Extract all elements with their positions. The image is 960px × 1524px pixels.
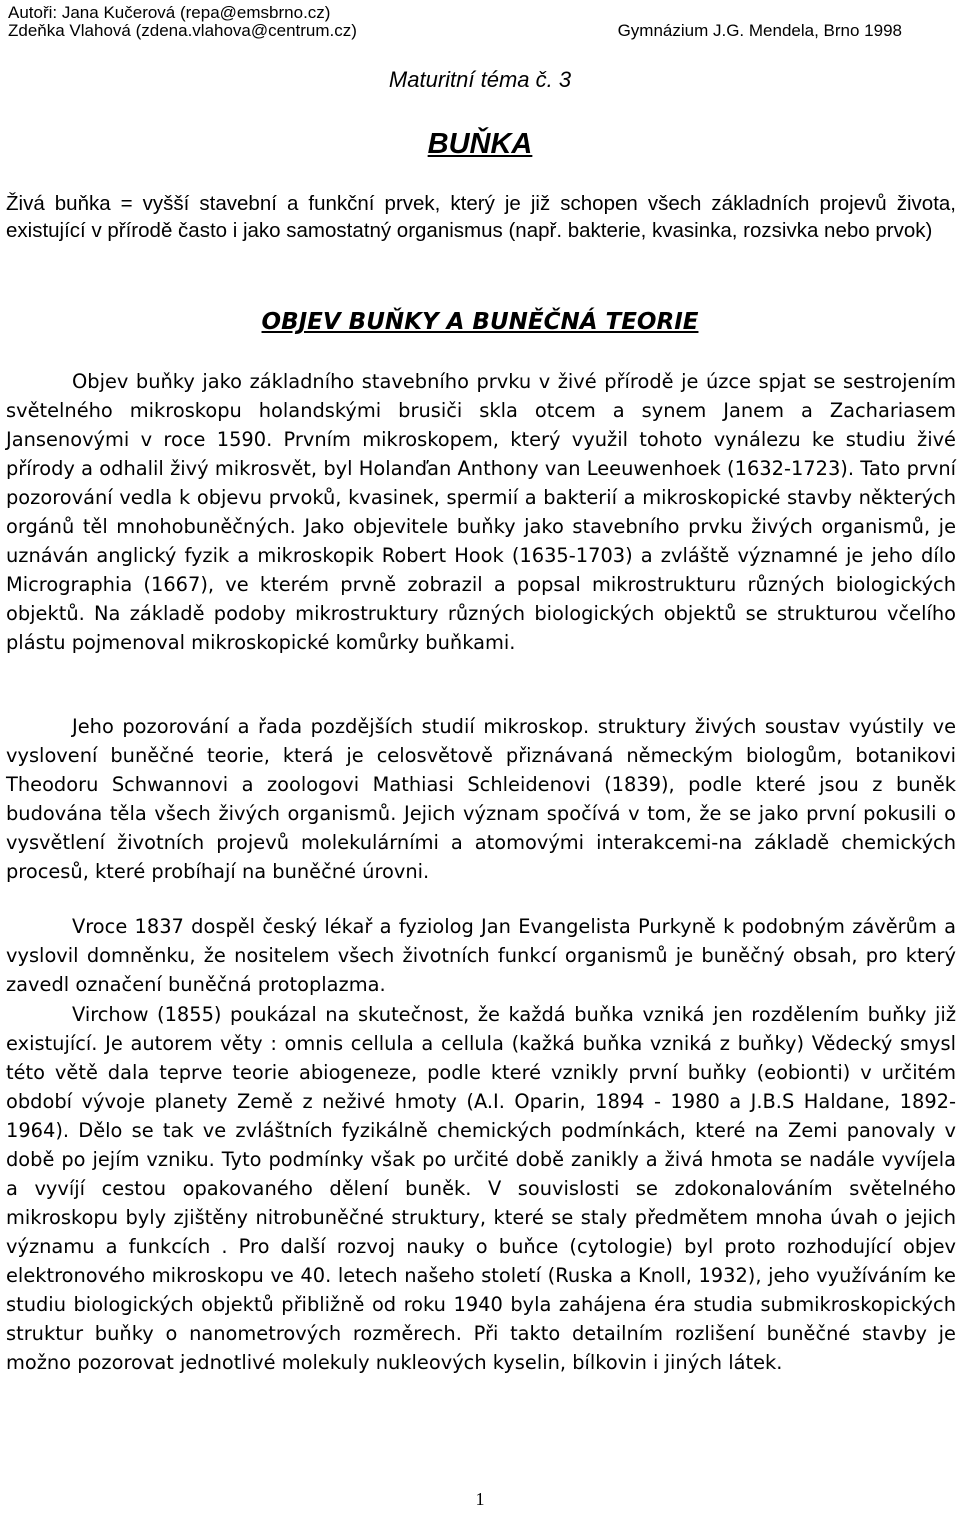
paragraph-text: Jeho pozorování a řada pozdějších studií mikroskop. struktury živých soustav vyústily ve vyslovení buněčné teorie, která je celosvětově přiznávaná německým biologům, botanikovi Theodoru Schwannovi a zoologovi Mathiasi Schleidenovi (1839), podle které jsou z buněk budována těla všech živých organismů. Jejich význam spočívá v tom, že se jako první pokusili o vysvětlení životních projevů molekulárními a atomovými interakcemi-na základě chemických procesů, které probíhají na buněčné úrovni.	[6, 715, 956, 883]
topic-label: Maturitní téma č. 3	[388, 67, 572, 92]
paragraph-text: Virchow (1855) poukázal na skutečnost, že každá buňka vzniká jen rozdělením buňky již existující. Je autorem věty : omnis cellula a cellula (kažká buňka vzniká z buňky) Vědecký smysl této větě dala teprve teorie abiogeneze, podle které vznikly první buňky (eobionti) v určitém období vývoje planety Země z neživé hmoty (A.I. Oparin, 1894 - 1980 a J.B.S Haldane, 1892-1964). Dělo se tak ve zvláštních fyzikálně chemických podmínkách, které na Zemi panovaly v době po jejím vzniku. Tyto podmínky však po určité době zanikly a živá hmota se nadále vyvíjela a vyvíjí cestou opakovaného dělení buněk. V souvislosti se zdokonalováním světelného mikroskopu byly zjištěny nitrobuněčné struktury, které se staly předmětem mnoha úvah o jejich významu a funkcích . Pro další rozvoj nauky o buňce (cytologie) byl proto rozhodující objev elektronového mikroskopu ve 40. letech našeho století (Ruska a Knoll, 1932), jeho využíváním ke studiu biologických objektů přibližně od roku 1940 byla zahájena éra studia submikroskopických struktur buňky o nanometrových rozměrech. Při takto detailním rozlišení buněčné stavby je možno pozorovat jednotlivé molekuly nukleových kyselin, bílkovin i jiných látek.	[6, 1003, 956, 1374]
paragraph-purkyne	[6, 912, 956, 999]
page-number: 1	[475, 1489, 485, 1509]
paragraph-discovery	[6, 367, 956, 657]
intro-paragraph: Živá buňka = vyšší stavební a funkční prvek, který je již schopen všech základních projevů života, existující v přírodě často i jako samostatný organismus (např. bakterie, kvasinka, rozsivka nebo prvok)	[6, 192, 956, 242]
paragraph-cell-theory	[6, 712, 956, 886]
paragraph-virchow	[6, 1000, 956, 1377]
paragraph-text: Vroce 1837 dospěl český lékař a fyziolog Jan Evangelista Purkyně k podobným závěrům a vyslovil domněnku, že nositelem všech životních funkcí organismů je buněčný obsah, pro který zavedl označení buněčná protoplazma.	[6, 915, 956, 996]
page-title: BUŇKA	[427, 128, 533, 160]
header-school: Gymnázium J.G. Mendela, Brno 1998	[617, 21, 902, 40]
header-authors-line2: Zdeňka Vlahová (zdena.vlahova@centrum.cz)	[8, 21, 357, 40]
paragraph-text: Objev buňky jako základního stavebního prvku v živé přírodě je úzce spjat se sestrojením světelného mikroskopu holandskými brusiči skla otcem a synem Janem a Zachariasem Jansenovými v roce 1590. Prvním mikroskopem, který využil tohoto vynálezu ke studiu živé přírody a odhalil živý mikrosvět, byl Holanďan Anthony van Leeuwenhoek (1632-1723). Tato první pozorování vedla k objevu prvoků, kvasinek, spermií a bakterií a mikroskopické stavby některých orgánů těl mnohobuněčných. Jako objevitele buňky jako stavebního prvku živých organismů, je uznáván anglický fyzik a mikroskopik Robert Hook (1635-1703) a zvláště významné je jeho dílo Micrographia (1667), ve kterém prvně zobrazil a popsal mikrostrukturu různých biologických objektů. Na základě podoby mikrostruktury různých biologických objektů se strukturou včelího plástu pojmenoval mikroskopické komůrky buňkami.	[6, 370, 956, 654]
section-title: OBJEV BUŇKY A BUNĚČNÁ TEORIE	[261, 309, 699, 335]
header-authors-line1: Autoři: Jana Kučerová (repa@emsbrno.cz)	[8, 3, 331, 22]
